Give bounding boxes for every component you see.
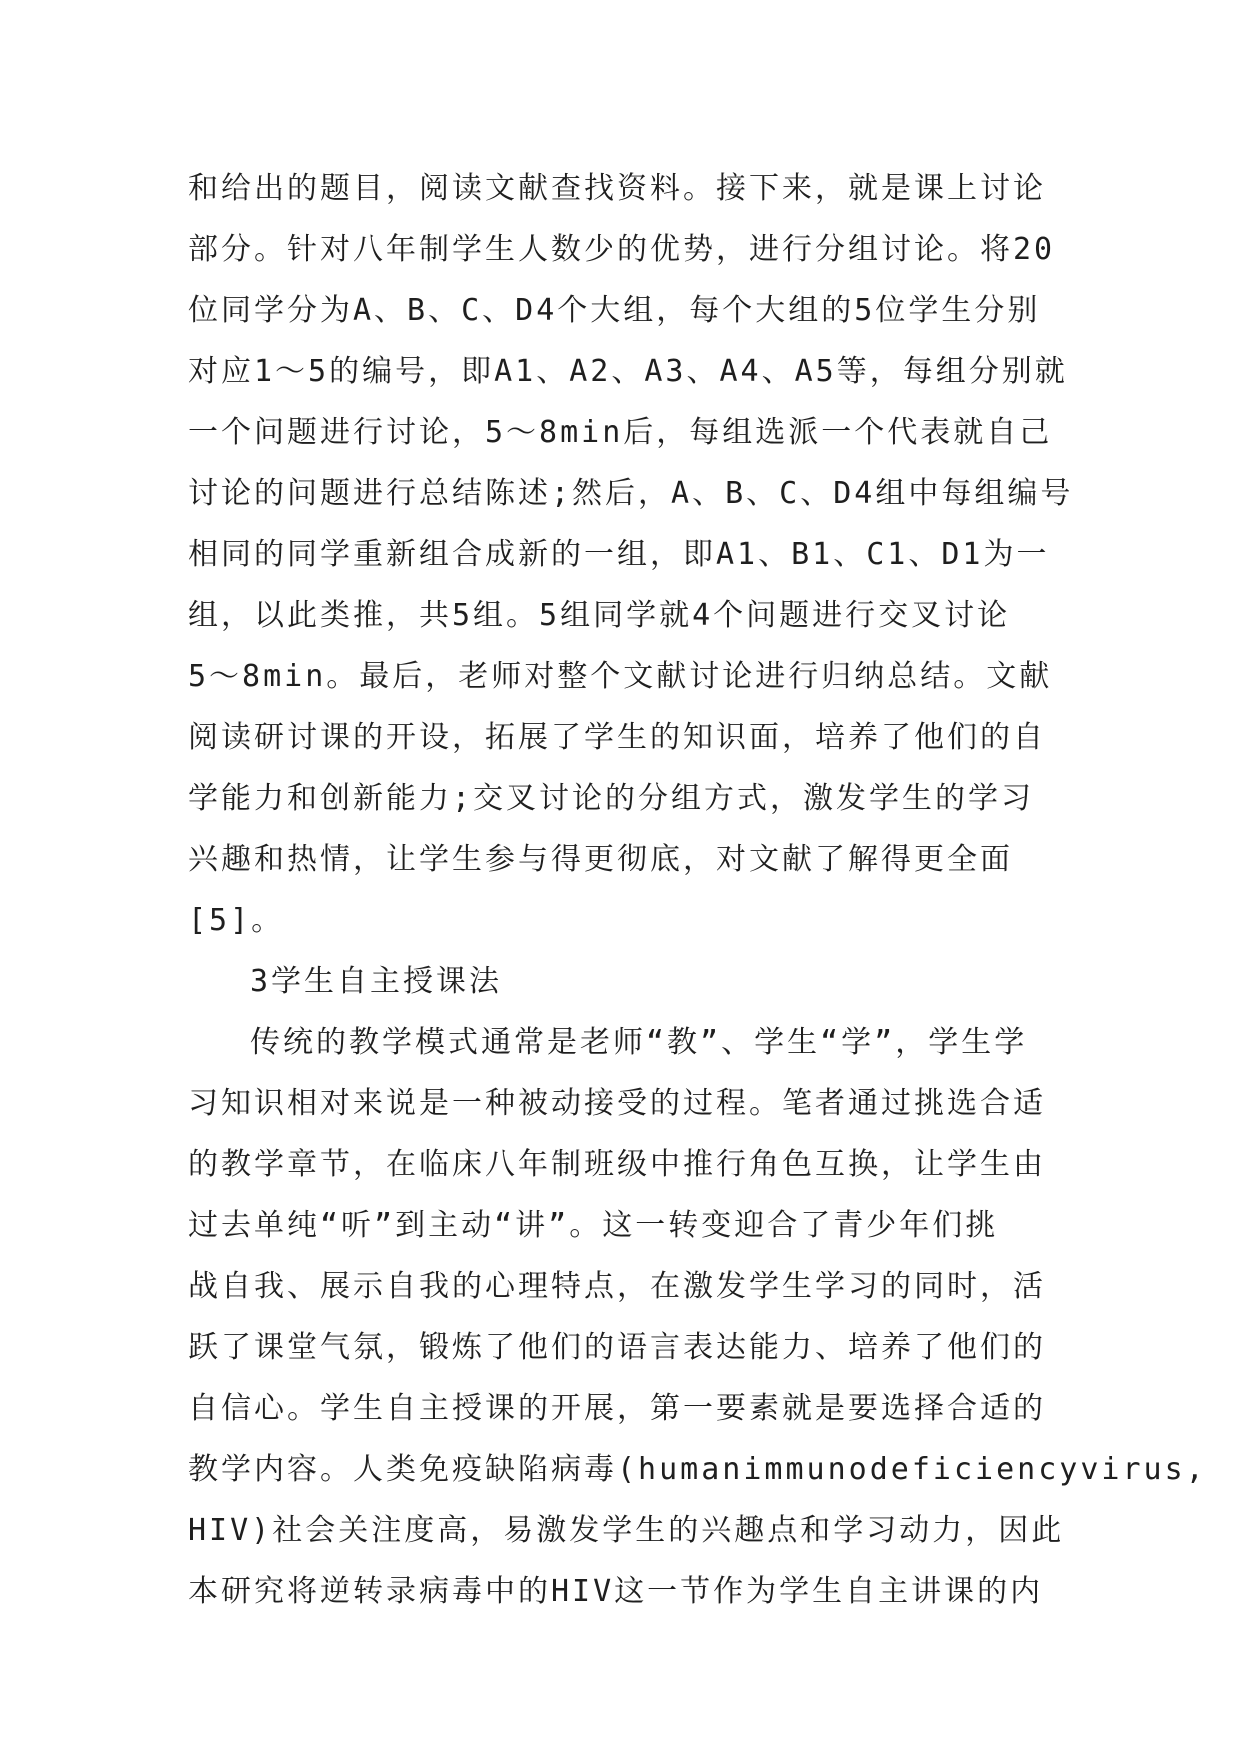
text-line: 讨论的问题进行总结陈述;然后，A、B、C、D4组中每组编号 xyxy=(188,476,1074,511)
text-line: 对应1～5的编号，即A1、A2、A3、A4、A5等，每组分别就 xyxy=(188,354,1068,389)
text-line: HIV)社会关注度高，易激发学生的兴趣点和学习动力，因此 xyxy=(188,1513,1065,1548)
section-heading: 3学生自主授课法 xyxy=(250,964,503,999)
text-line: 自信心。学生自主授课的开展，第一要素就是要选择合适的 xyxy=(188,1391,1046,1426)
text-line: 5～8min。最后，老师对整个文献讨论进行归纳总结。文献 xyxy=(188,659,1053,694)
text-line: 和给出的题目，阅读文献查找资料。接下来，就是课上讨论 xyxy=(188,171,1046,206)
text-line: [5]。 xyxy=(188,903,285,938)
text-line: 相同的同学重新组合成新的一组，即A1、B1、C1、D1为一 xyxy=(188,537,1050,572)
text-line: 教学内容。人类免疫缺陷病毒(humanimmunodeficiencyvirus, xyxy=(188,1452,1207,1487)
text-line: 战自我、展示自我的心理特点，在激发学生学习的同时，活 xyxy=(188,1269,1046,1304)
text-line: 兴趣和热情，让学生参与得更彻底，对文献了解得更全面 xyxy=(188,842,1013,877)
text-line: 习知识相对来说是一种被动接受的过程。笔者通过挑选合适 xyxy=(188,1086,1046,1121)
text-line: 组，以此类推，共5组。5组同学就4个问题进行交叉讨论 xyxy=(188,598,1011,633)
text-line: 一个问题进行讨论，5～8min后，每组选派一个代表就自己 xyxy=(188,415,1053,450)
body-text xyxy=(188,158,1207,1622)
paragraph-first-line: 传统的教学模式通常是老师“教”、学生“学”，学生学 xyxy=(250,1025,1028,1060)
text-line: 位同学分为A、B、C、D4个大组，每个大组的5位学生分别 xyxy=(188,293,1041,328)
text-line: 学能力和创新能力;交叉讨论的分组方式，激发学生的学习 xyxy=(188,781,1035,816)
text-line: 部分。针对八年制学生人数少的优势，进行分组讨论。将20 xyxy=(188,232,1056,267)
text-line: 过去单纯“听”到主动“讲”。这一转变迎合了青少年们挑 xyxy=(188,1208,999,1243)
text-line: 阅读研讨课的开设，拓展了学生的知识面，培养了他们的自 xyxy=(188,720,1046,755)
text-line: 的教学章节，在临床八年制班级中推行角色互换，让学生由 xyxy=(188,1147,1046,1182)
text-line: 本研究将逆转录病毒中的HIV这一节作为学生自主讲课的内 xyxy=(188,1574,1044,1609)
text-line: 跃了课堂气氛，锻炼了他们的语言表达能力、培养了他们的 xyxy=(188,1330,1046,1365)
